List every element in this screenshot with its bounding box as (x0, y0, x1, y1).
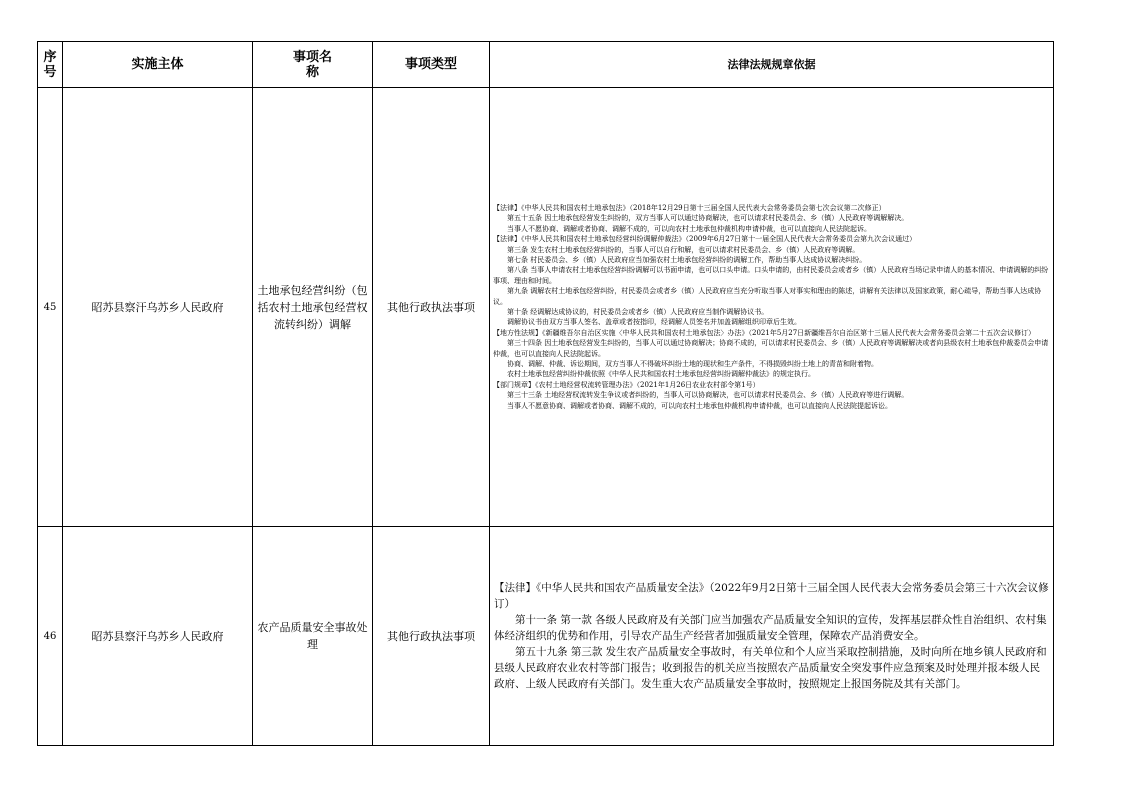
row-type: 其他行政执法事项 (373, 527, 490, 746)
basis-paragraph: 当事人不愿意协商、调解或者协商、调解不成的，可以向农村土地承包仲裁机构申请仲裁，也可以直接向人民法院提起诉讼。 (507, 401, 892, 410)
basis-paragraph: 协商、调解、仲裁、诉讼期间，双方当事人不得破坏纠纷土地的现状和生产条件，不得损毁纠纷土地上的青苗和附着物。 (507, 360, 878, 369)
basis-paragraph: 第九条 调解农村土地承包经营纠纷，村民委员会或者乡（镇）人民政府应当充分听取当事人对事实和理由的陈述，讲解有关法律以及国家政策，耐心疏导，帮助当事人达成协议。 (493, 287, 1042, 306)
table-header-row (38, 42, 1054, 88)
row-no: 45 (38, 88, 63, 527)
basis-paragraph: 第七条 村民委员会、乡（镇）人民政府应当加强农村土地承包经营纠纷的调解工作，帮助当事人达成协议解决纠纷。 (507, 255, 867, 264)
basis-paragraph: 第十一条 第一款 各级人民政府及有关部门应当加强农产品质量安全知识的宣传，发挥基层群众性自治组织、农村集体经济组织的优势和作用，引导农产品生产经营者加强质量安全管理，保障农产品消费安全。 (494, 614, 1047, 642)
law-basis-table (37, 41, 1054, 746)
row-basis (490, 88, 1054, 527)
basis-paragraph: 第八条 当事人申请农村土地承包经营纠纷调解可以书面申请，也可以口头申请。口头申请的，由村民委员会或者乡（镇）人民政府当场记录申请人的基本情况、申请调解的纠纷事项、理由和时间。 (493, 266, 1049, 285)
basis-paragraph: 【地方性法规】《新疆维吾尔自治区实施〈中华人民共和国农村土地承包法〉办法》（2021年5月27日新疆维吾尔自治区第十三届人民代表大会常务委员会第二十五次会议修订） (493, 328, 1036, 337)
row-basis (490, 527, 1054, 746)
basis-paragraph: 【法律】《中华人民共和国农村土地承包经营纠纷调解仲裁法》（2009年6月27日第十一届全国人民代表大会常务委员会第九次会议通过） (493, 235, 917, 244)
basis-paragraph: 调解协议书由双方当事人签名、盖章或者按指印，经调解人员签名并加盖调解组织印章后生效。 (507, 318, 801, 327)
row-entity: 昭苏县察汗乌苏乡人民政府 (63, 527, 253, 746)
basis-paragraph: 第五十五条 因土地承包经营发生纠纷的，双方当事人可以通过协商解决，也可以请求村民委员会、乡（镇）人民政府等调解解决。 (507, 214, 909, 223)
table-row (38, 88, 1054, 527)
basis-paragraph: 【法律】《中华人民共和国农产品质量安全法》（2022年9月2日第十三届全国人民代表大会常务委员会第三十六次会议修订） (494, 582, 1049, 610)
basis-paragraph: 第五十九条 第三款 发生农产品质量安全事故时，有关单位和个人应当采取控制措施，及时向所在地乡镇人民政府和县级人民政府农业农村等部门报告；收到报告的机关应当按照农产品质量安全突发事件应急预案及时处理并报本级人民政府、上级人民政府有关部门。发生重大农产品质量安全事故时，按照规定上报国务院及其有关部门。 (494, 646, 1047, 690)
row-item: 农产品质量安全事故处理 (253, 527, 373, 746)
basis-paragraph: 第三十三条 土地经营权流转发生争议或者纠纷的，当事人可以协商解决，也可以请求村民委员会、乡（镇）人民政府等进行调解。 (507, 391, 909, 400)
header-item: 事项名称 (253, 42, 373, 88)
basis-paragraph: 【法律】《中华人民共和国农村土地承包法》（2018年12月29日第十三届全国人民代表大会常务委员会第七次会议第二次修正） (493, 203, 886, 212)
row-entity: 昭苏县察汗乌苏乡人民政府 (63, 88, 253, 527)
header-no: 序号 (38, 42, 63, 88)
basis-paragraph: 第三十四条 因土地承包经营发生纠纷的，当事人可以通过协商解决；协商不成的，可以请求村民委员会、乡（镇）人民政府等调解解决或者向县级农村土地承包仲裁委员会申请仲裁，也可以直接向人民法院起诉。 (493, 339, 1049, 358)
basis-paragraph: 第三条 发生农村土地承包经营纠纷的，当事人可以自行和解，也可以请求村民委员会、乡（镇）人民政府等调解。 (507, 245, 860, 254)
basis-paragraph: 当事人不愿协商、调解或者协商、调解不成的，可以向农村土地承包仲裁机构申请仲裁，也可以直接向人民法院起诉。 (507, 224, 871, 233)
header-basis: 法律法规规章依据 (490, 42, 1054, 88)
table-row (38, 527, 1054, 746)
basis-paragraph: 农村土地承包经营纠纷仲裁依照《中华人民共和国农村土地承包经营纠纷调解仲裁法》的规定执行。 (507, 370, 815, 379)
header-type: 事项类型 (373, 42, 490, 88)
row-type: 其他行政执法事项 (373, 88, 490, 527)
row-item: 土地承包经营纠纷（包括农村土地承包经营权流转纠纷）调解 (253, 88, 373, 527)
row-no: 46 (38, 527, 63, 746)
basis-paragraph: 第十条 经调解达成协议的，村民委员会或者乡（镇）人民政府应当制作调解协议书。 (507, 308, 769, 316)
basis-paragraph: 【部门规章】《农村土地经营权流转管理办法》（2021年1月26日农业农村部令第1号） (493, 380, 760, 389)
header-entity: 实施主体 (63, 42, 253, 88)
